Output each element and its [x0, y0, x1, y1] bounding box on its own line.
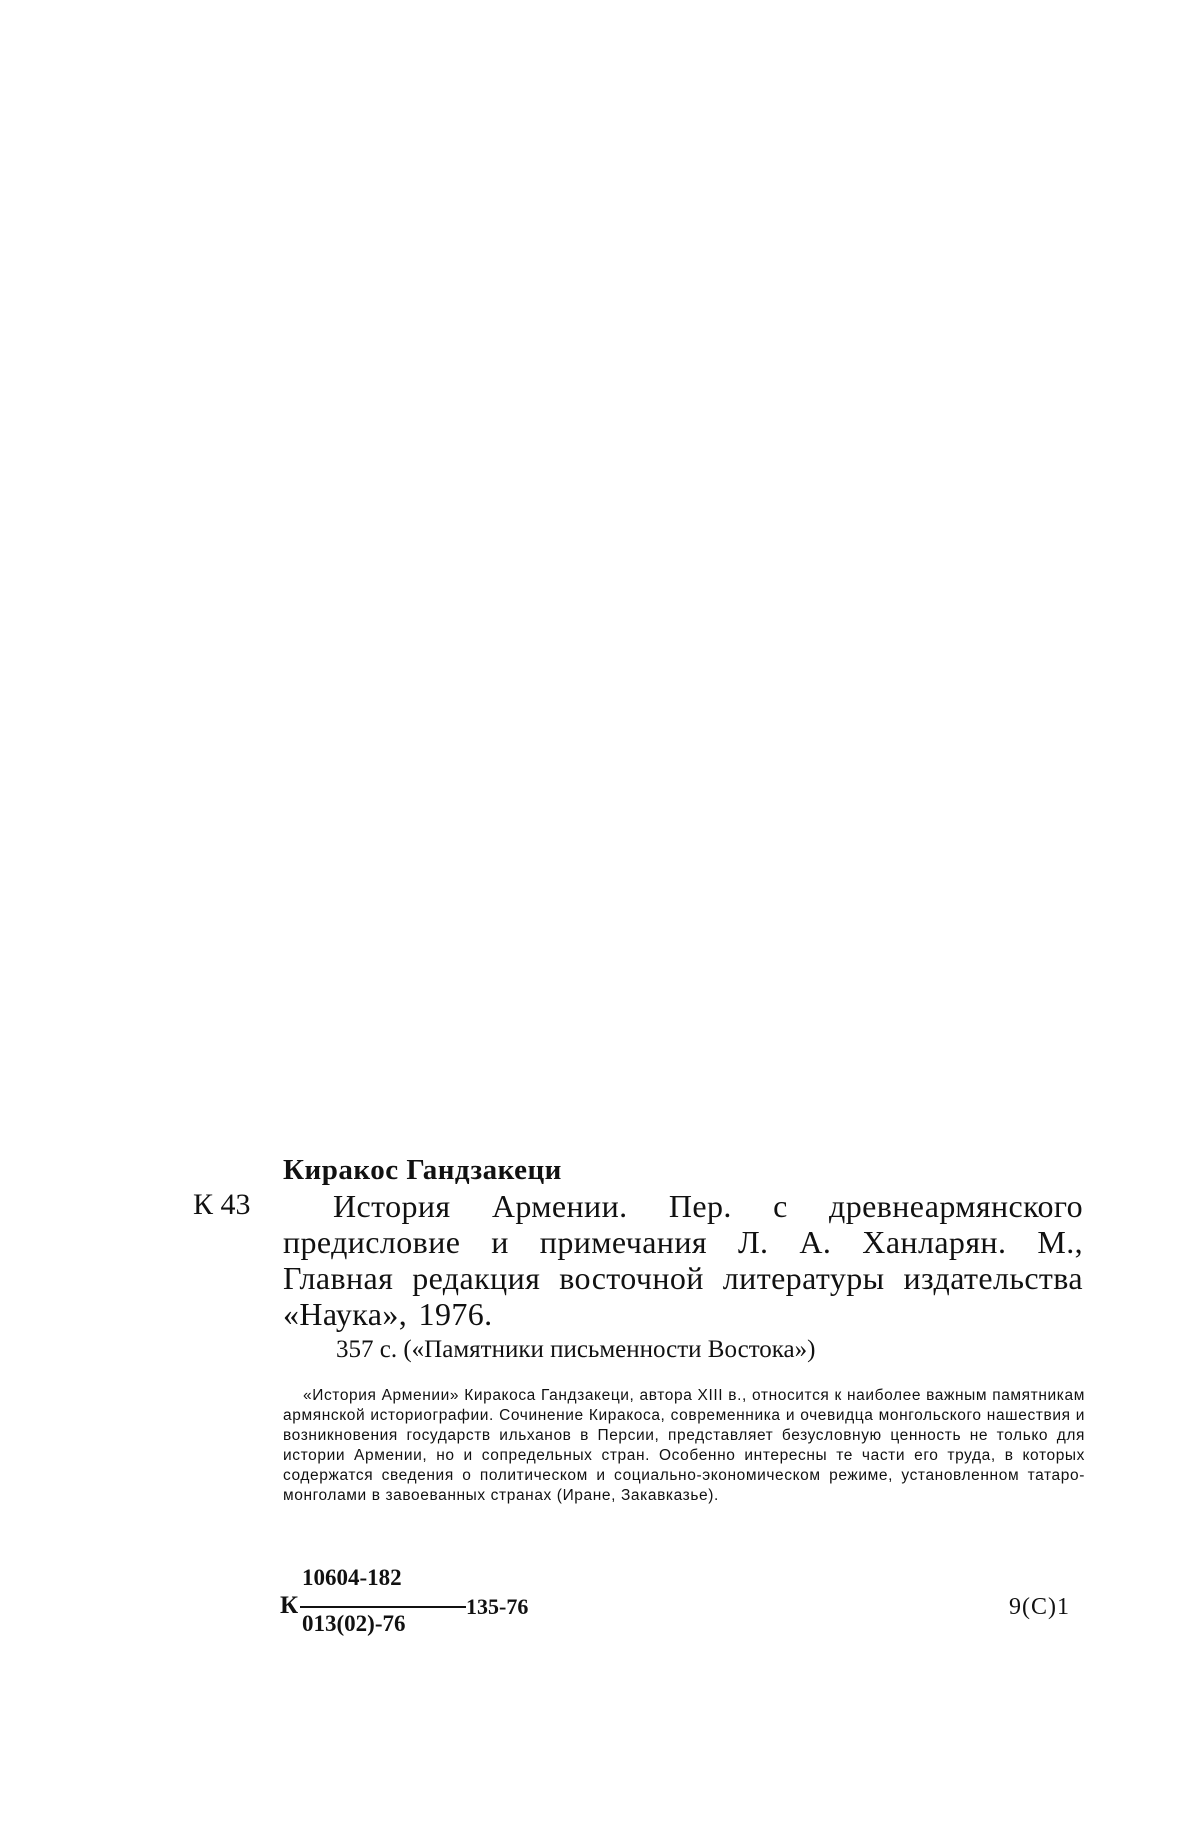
- series-info: 357 с. («Памятники письменности Востока»): [336, 1336, 816, 1363]
- fraction-line: [300, 1606, 466, 1608]
- bibliographic-entry: История Армении. Пер. с древнеармянского предисловие и примечания Л. А. Ханларян. М., Главная редакция восточной литературы издательства «Наука», 1976.: [283, 1188, 1083, 1332]
- bbk-denominator: 013(02)-76: [302, 1611, 406, 1636]
- annotation-text: «История Армении» Киракоса Гандзакеци, автора XIII в., относится к наиболее важным памятникам армянской историографии. Сочинение Киракоса, современника и очевидца монгольского нашествия и возникновения государств ильханов в Персии, представляет безусловную ценность не только для истории Армении, но и сопредельных стран. Особенно интересны те части его труда, в которых содержатся сведения о политическом и социально-экономическом режиме, установленном татаро-монголами в завоеванных странах (Иране, Закавказье).: [283, 1387, 1085, 1504]
- catalog-code: К 43: [193, 1188, 251, 1221]
- author-name: Киракос Гандзакеци: [283, 1154, 562, 1186]
- bbk-price-code: 135-76: [466, 1594, 529, 1619]
- bbk-classification: 9(С)1: [1009, 1594, 1070, 1620]
- bbk-numerator: 10604-182: [302, 1565, 402, 1590]
- bbk-letter: К: [280, 1592, 299, 1619]
